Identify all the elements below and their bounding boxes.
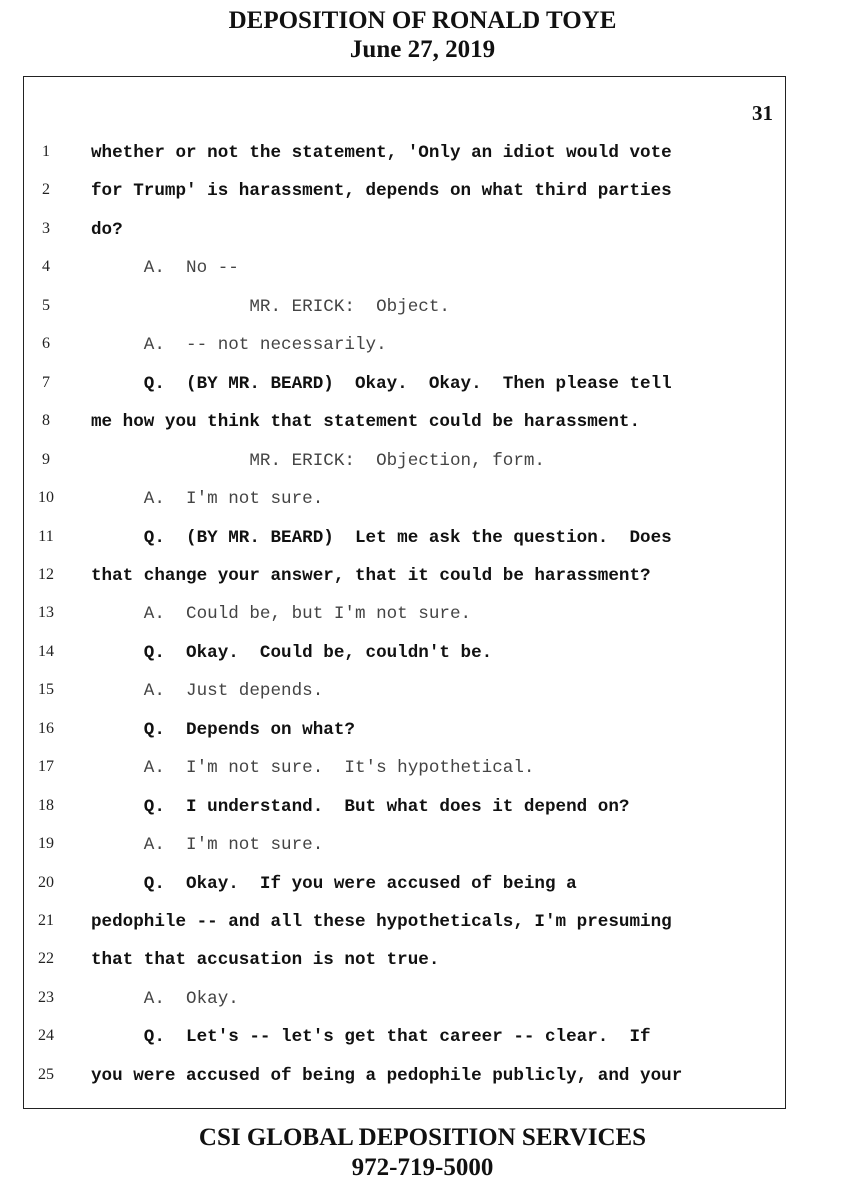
transcript-line [24,1064,784,1102]
line-number: 12 [38,565,54,583]
line-text: A. I'm not sure. It's hypothetical. [91,758,535,779]
transcript-line [24,410,784,448]
line-text: A. Just depends. [91,681,324,702]
line-number: 18 [38,796,54,814]
transcript-line [24,218,784,256]
footer-company: CSI GLOBAL DEPOSITION SERVICES [198,1124,647,1151]
line-number: 16 [38,719,54,737]
line-number: 7 [42,373,50,391]
line-text: A. No -- [91,258,239,279]
line-text: MR. ERICK: Objection, form. [91,450,545,471]
line-number: 3 [42,219,50,237]
line-number: 2 [42,181,50,199]
line-number: 17 [38,758,54,776]
line-number: 14 [38,642,54,660]
line-number: 24 [38,1027,54,1045]
transcript-line [24,372,784,410]
line-text: Q. Okay. If you were accused of being a [91,873,577,894]
line-number: 5 [42,296,50,314]
transcript-line [24,795,784,833]
line-number: 1 [42,143,50,160]
line-number: 10 [38,489,54,507]
transcript-line [24,718,784,756]
line-text: me how you think that statement could be harassment. [91,412,641,433]
line-number: 8 [42,412,50,430]
line-number: 25 [38,1065,54,1083]
line-text: A. Could be, but I'm not sure. [91,604,472,625]
line-text: that that accusation is not true. [91,950,440,971]
line-text: Q. Depends on what? [91,719,355,740]
line-number: 9 [42,450,50,468]
deposition-title: DEPOSITION OF RONALD TOYE [228,7,617,34]
line-number: 20 [38,873,54,891]
transcript-line [24,1025,784,1063]
transcript-line [24,256,784,294]
line-number: 6 [42,335,50,353]
page-number: 31 [752,101,773,125]
transcript-line [24,641,784,679]
line-number: 19 [38,835,54,853]
footer-phone: 972-719-5000 [351,1154,494,1181]
line-text: for Trump' is harassment, depends on what third parties [91,181,672,202]
line-number: 13 [38,604,54,622]
transcript-line [24,487,784,525]
line-text: Q. (BY MR. BEARD) Let me ask the question. Does [91,527,672,548]
deposition-date: June 27, 2019 [349,36,496,63]
line-number: 23 [38,988,54,1006]
line-text: Q. Let's -- let's get that career -- clear. If [91,1027,651,1048]
line-text: that change your answer, that it could be harassment? [91,565,651,586]
line-text: pedophile -- and all these hypotheticals, I'm presuming [91,912,672,932]
line-text: whether or not the statement, 'Only an idiot would vote [91,143,672,163]
line-text: A. I'm not sure. [91,835,324,856]
transcript-line [24,910,784,948]
transcript-line [24,833,784,871]
line-text: Q. Okay. Could be, couldn't be. [91,642,493,663]
line-text: MR. ERICK: Object. [91,296,450,317]
transcript-page [23,76,786,1109]
line-text: do? [91,219,123,240]
transcript-line [24,602,784,640]
transcript-line [24,179,784,217]
line-text: you were accused of being a pedophile publicly, and your [91,1065,683,1086]
transcript-line [24,295,784,333]
transcript-line [24,987,784,1025]
transcript-line [24,449,784,487]
transcript-line [24,526,784,564]
transcript-line [24,872,784,910]
line-number: 4 [42,258,50,276]
line-text: A. Okay. [91,988,239,1009]
line-number: 21 [38,912,54,929]
line-text: A. -- not necessarily. [91,335,387,356]
transcript-line [24,141,784,179]
line-text: Q. I understand. But what does it depend on? [91,796,630,817]
line-number: 22 [38,950,54,968]
line-text: Q. (BY MR. BEARD) Okay. Okay. Then please tell [91,373,672,394]
line-number: 15 [38,681,54,699]
transcript-line [24,679,784,717]
line-text: A. I'm not sure. [91,489,324,510]
transcript-line [24,333,784,371]
transcript-line [24,564,784,602]
line-number: 11 [38,527,54,545]
transcript-line [24,948,784,986]
transcript-line [24,756,784,794]
